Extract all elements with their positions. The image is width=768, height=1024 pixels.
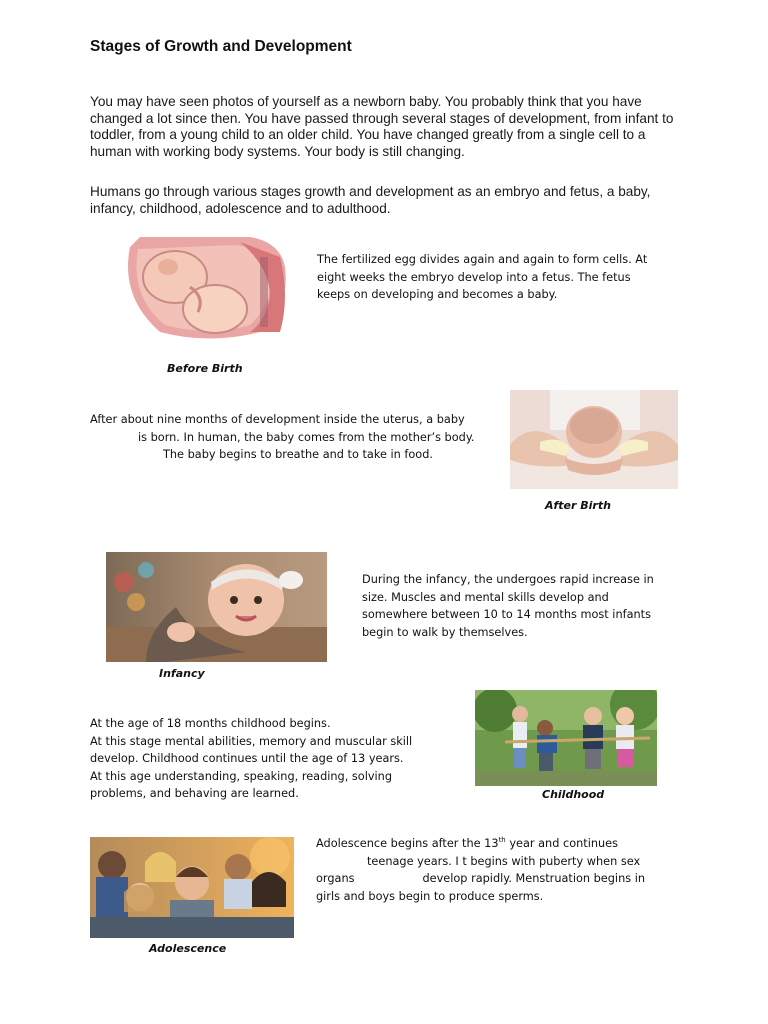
text-segment: organs [316, 872, 355, 886]
text-line: After about nine months of development inside the uterus, a baby [90, 413, 465, 426]
text-segment: year and continues [505, 837, 618, 850]
superscript: th [498, 836, 506, 845]
text-line: At this age understanding, speaking, reading, solving [90, 769, 392, 783]
infancy-text [362, 571, 654, 641]
text-line: begin to walk by themselves. [362, 625, 528, 639]
after-birth-text [90, 411, 510, 464]
adolescence-caption: Adolescence [149, 942, 227, 955]
adolescence-image [90, 837, 294, 938]
text-line: problems, and behaving are learned. [90, 787, 299, 801]
infancy-image [106, 552, 327, 662]
adolescence-text [316, 835, 645, 905]
after-birth-caption: After Birth [545, 499, 611, 512]
text-line: is born. In human, the baby comes from the mother’s body. [138, 430, 475, 444]
text-line: eight weeks the embryo develop into a fetus. The fetus [317, 270, 631, 284]
childhood-image [475, 690, 657, 786]
text-line: During the infancy, the undergoes rapid increase in [362, 573, 654, 586]
text-line: At this stage mental abilities, memory and muscular skill [90, 734, 413, 748]
text-line: keeps on developing and becomes a baby. [317, 288, 558, 302]
text-line: teenage years. I t begins with puberty when sex [367, 854, 641, 868]
text-line: The fertilized egg divides again and again to form cells. At [317, 253, 648, 266]
text-line: At the age of 18 months childhood begins. [90, 717, 331, 730]
text-line: develop. Childhood continues until the age of 13 years. [90, 752, 404, 766]
intro-paragraph-1: You may have seen photos of yourself as a newborn baby. You probably think that you have changed a lot since then. You have passed through several stages of development, from infant to toddler, from a young child to an older child. You have changed greatly from a single cell to a human with working body systems. Your body is still changing. [90, 94, 674, 159]
before-birth-text [317, 251, 647, 304]
text-segment: develop rapidly. Menstruation begins in [422, 872, 646, 886]
text-line: somewhere between 10 to 14 months most infants [362, 608, 651, 622]
text-line: size. Muscles and mental skills develop and [362, 590, 609, 604]
text-segment: Adolescence begins after the 13 [316, 837, 499, 850]
before-birth-image [120, 237, 291, 340]
childhood-caption: Childhood [542, 788, 605, 801]
intro-paragraph-2: Humans go through various stages growth and development as an embryo and fetus, a baby, infancy, childhood, adolescence and to adulthood. [90, 184, 651, 216]
childhood-text [90, 715, 412, 803]
text-line [316, 870, 645, 888]
text-line: girls and boys begin to produce sperms. [316, 889, 544, 903]
infancy-caption: Infancy [159, 667, 205, 680]
before-birth-caption: Before Birth [167, 362, 243, 375]
text-line: The baby begins to breathe and to take in food. [163, 448, 433, 462]
after-birth-image [510, 390, 678, 489]
text-line [316, 835, 645, 853]
page-title: Stages of Growth and Development [90, 38, 352, 55]
